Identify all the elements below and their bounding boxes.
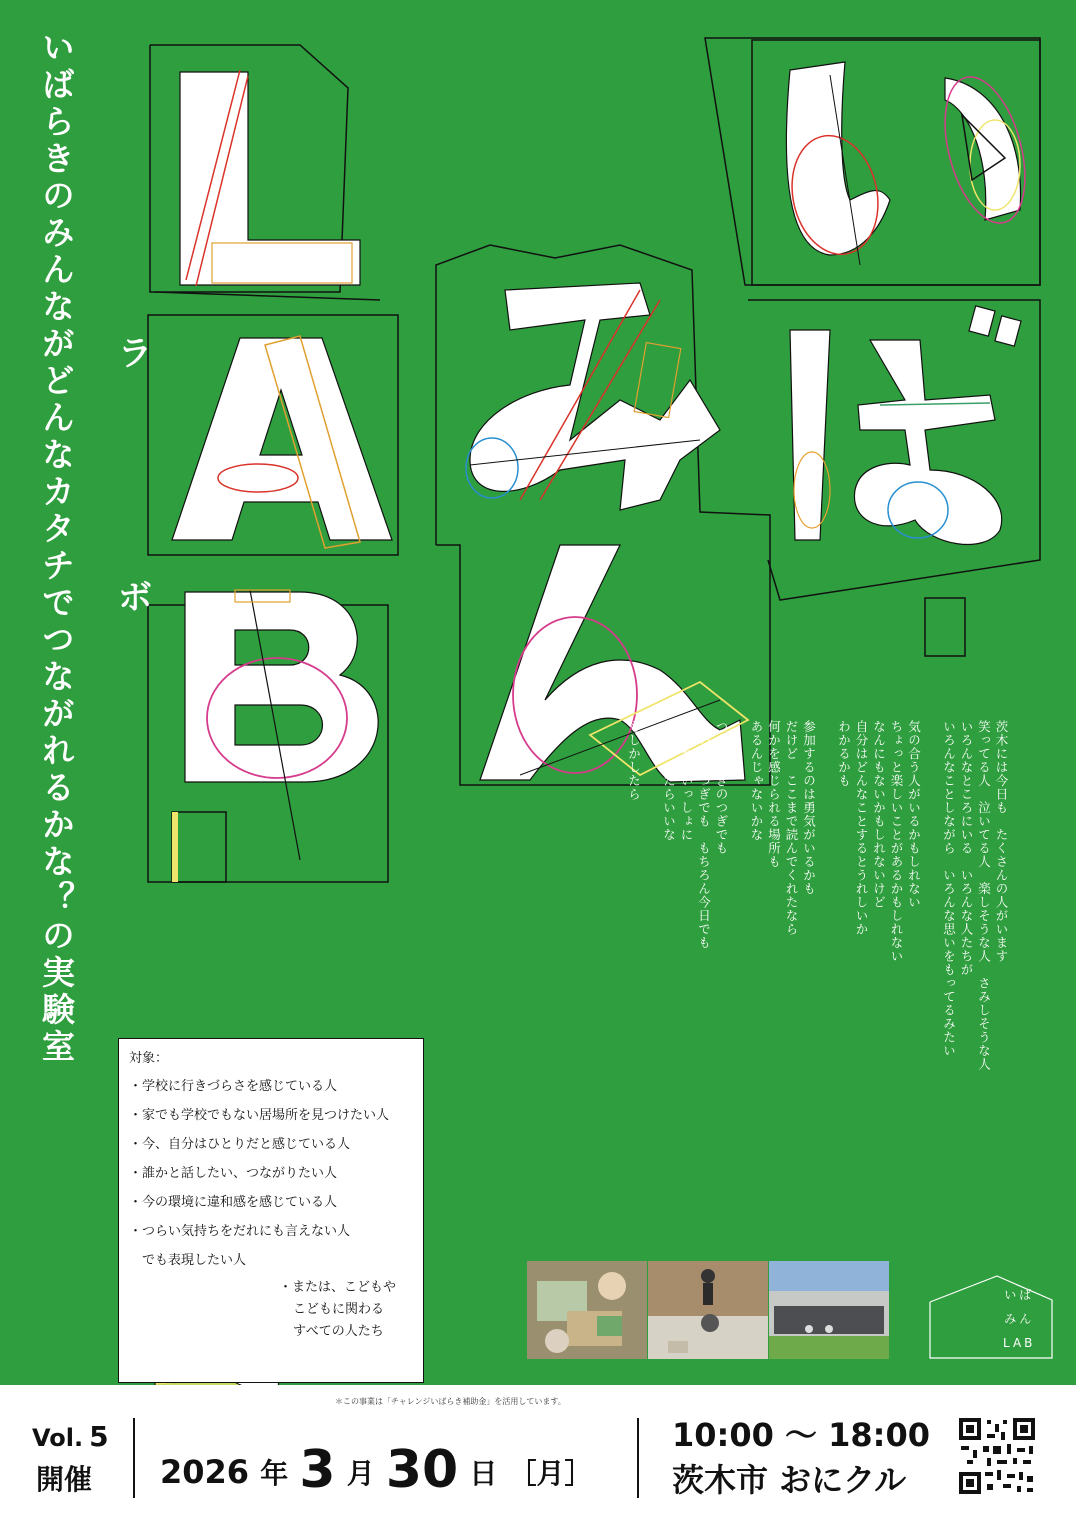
poem-line: いろんなことしながら いろんな思いをもってるみたい xyxy=(941,720,957,1058)
target-extra-line: こどもに関わる xyxy=(293,1302,385,1317)
qr-code-icon[interactable] xyxy=(957,1416,1037,1496)
date-day-unit: 日 xyxy=(469,1457,498,1490)
volume-number: 5 xyxy=(89,1420,109,1453)
katakana-bo: ボ xyxy=(118,578,152,618)
poem-line: 何かできたらいいな xyxy=(661,720,677,842)
small-logo-line: みん xyxy=(1004,1312,1035,1326)
date-year-unit: 年 xyxy=(260,1457,289,1490)
katakana-ra: ラ xyxy=(118,334,152,374)
target-item: ・今、自分はひとりだと感じている人 xyxy=(129,1137,351,1152)
poem-line: わかるかも xyxy=(836,720,852,788)
event-time: 10:00 〜 18:00 xyxy=(672,1416,931,1454)
date-month: 3 xyxy=(299,1440,336,1500)
target-box xyxy=(118,1038,424,1383)
volume-label xyxy=(32,1420,109,1453)
poem-line: あるんじゃないかな xyxy=(749,720,764,842)
poem-line: なんにもないかもしれないけど xyxy=(871,720,887,909)
target-extra-line: ・または、こどもや xyxy=(279,1280,397,1295)
floor-activity-photo xyxy=(648,1261,768,1359)
poem-line: 気の合う人がいるかもしれない xyxy=(906,720,922,909)
small-logo-line: LAB xyxy=(1003,1336,1036,1350)
poem-line: よければいっしょに xyxy=(679,720,694,842)
letter-a xyxy=(172,336,392,548)
letter-mi xyxy=(466,283,720,510)
letter-l xyxy=(180,70,360,286)
event-venue: 茨木市 おにクル xyxy=(672,1461,907,1499)
poem-line xyxy=(923,720,941,1140)
divider xyxy=(637,1418,639,1498)
poem-line: いろんなところにいる いろんな人たちが xyxy=(959,720,974,977)
target-item: ・家でも学校でもない居場所を見つけたい人 xyxy=(129,1108,390,1123)
date-year: 2026 xyxy=(160,1453,250,1491)
poem-line: ちょっと楽しいことがあるかもしれない xyxy=(889,720,904,963)
target-extra-line: すべての人たち xyxy=(293,1324,384,1339)
tagline: いばらきのみんながどんなカタチでつながれるかな？の実験室 xyxy=(37,30,76,1066)
poem xyxy=(435,720,1010,1140)
poem-line: 何かを感じられる場所も xyxy=(766,720,782,869)
target-item: ・今の環境に違和感を感じている人 xyxy=(129,1195,338,1210)
small-logo-line: いば xyxy=(1004,1288,1035,1302)
poem-line: そのまたつぎでも もちろん今日でも xyxy=(696,720,712,950)
target-title: 対象： xyxy=(129,1051,169,1066)
poem-line: 笑ってる人 泣いてる人 楽しそうな人 さみしそうな人 xyxy=(976,720,992,1071)
date-month-unit: 月 xyxy=(346,1457,375,1490)
building-exterior-photo xyxy=(769,1261,889,1359)
target-list xyxy=(129,1072,413,1275)
poem-line: 参加するのは勇気がいるかも xyxy=(801,720,817,896)
letter-i xyxy=(781,62,1039,265)
target-item: ・学校に行きづらさを感じている人 xyxy=(129,1079,338,1094)
table-activity-photo xyxy=(527,1261,647,1359)
poem-line: 茨木には今日も たくさんの人がいます xyxy=(994,720,1009,963)
target-item: でも表現したい人 xyxy=(129,1253,247,1268)
poem-line: つぎのつぎのつぎでも xyxy=(714,720,729,855)
small-logo-text xyxy=(1003,1283,1035,1355)
letter-b xyxy=(185,590,378,860)
poem-line: だけど ここまで読んでくれたなら xyxy=(784,720,799,936)
divider xyxy=(133,1418,135,1498)
poem-line: 自分はどんなことするとうれしいか xyxy=(854,720,869,936)
volume-prefix: Vol. xyxy=(32,1424,84,1452)
event-date xyxy=(160,1440,593,1500)
letter-ba xyxy=(790,306,1021,545)
poem-line xyxy=(643,720,661,1140)
date-weekday: ［月］ xyxy=(508,1457,593,1490)
poem-line xyxy=(818,720,836,1140)
target-item: ・誰かと話したい、つながりたい人 xyxy=(129,1166,338,1181)
poem-line xyxy=(730,720,748,1140)
poem-line: もしかしたら xyxy=(626,720,642,801)
target-extra xyxy=(279,1277,396,1343)
funding-note: ＊この事業は「チャレンジいばらき補助金」を活用しています。 xyxy=(335,1397,566,1406)
held-label: 開催 xyxy=(36,1463,93,1496)
date-day: 30 xyxy=(385,1440,459,1500)
house-logo-icon xyxy=(922,1272,1058,1362)
target-item: ・つらい気持ちをだれにも言えない人 xyxy=(129,1224,351,1239)
